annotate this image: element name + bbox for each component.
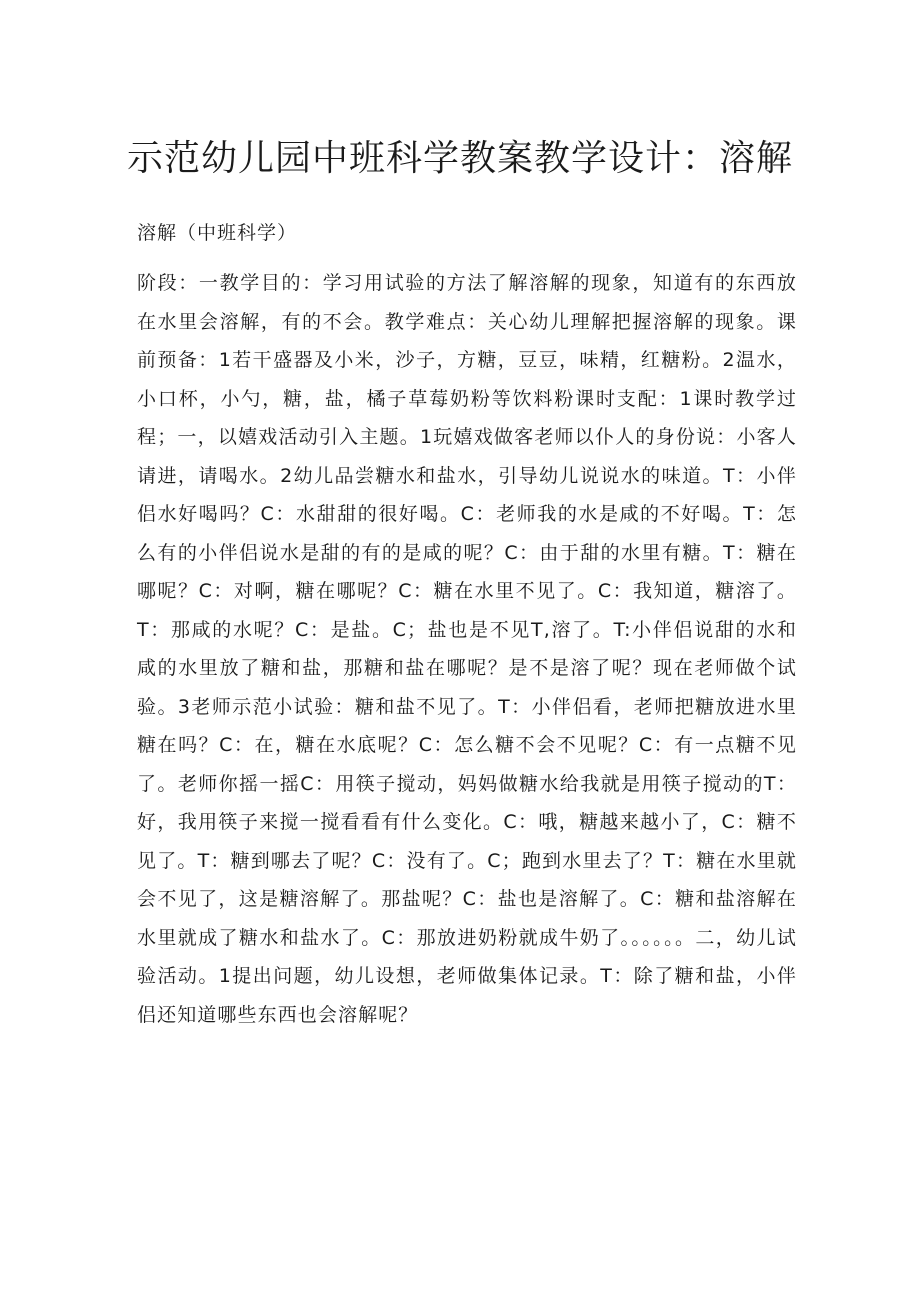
document-title: 示范幼儿园中班科学教案教学设计：溶解 bbox=[126, 138, 793, 179]
document-body: 阶段：一教学目的：学习用试验的方法了解溶解的现象，知道有的东西放在水里会溶解，有的不会。教学难点：关心幼儿理解把握溶解的现象。课前预备：1若干盛器及小米，沙子，方糖，豆豆，味精，红糖粉。2温水，小口杯，小勺，糖，盐，橘子草莓奶粉等饮料粉课时支配：1课时教学过程；一，以嬉戏活动引入主题。1玩嬉戏做客老师以仆人的身份说：小客人请进，请喝水。2幼儿品尝糖水和盐水，引导幼儿说说水的味道。T：小伴侣水好喝吗？C：水甜甜的很好喝。C：老师我的水是咸的不好喝。T：怎么有的小伴侣说水是甜的有的是咸的呢？C：由于甜的水里有糖。T：糖在哪呢？C：对啊，糖在哪呢？C：糖在水里不见了。C：我知道，糖溶了。T：那咸的水呢？C：是盐。C；盐也是不见T,溶了。T:小伴侣说甜的水和咸的水里放了糖和盐，那糖和盐在哪呢？是不是溶了呢？现在老师做个试验。3老师示范小试验：糖和盐不见了。T：小伴侣看，老师把糖放进水里糖在吗？C：在，糖在水底呢？C：怎么糖不会不见呢？C：有一点糖不见了。老师你摇一摇C：用筷子搅动，妈妈做糖水给我就是用筷子搅动的T：好，我用筷子来搅一搅看看有什么变化。C：哦，糖越来越小了，C：糖不见了。T：糖到哪去了呢？C：没有了。C；跑到水里去了？T：糖在水里就会不见了，这是糖溶解了。那盐呢？C：盐也是溶解了。C：糖和盐溶解在水里就成了糖水和盐水了。C：那放进奶粉就成牛奶了。。。。。。二，幼儿试验活动。1提出问题，幼儿设想，老师做集体记录。T：除了糖和盐，小伴侣还知道哪些东西也会溶解呢？ bbox=[137, 272, 797, 1026]
document-subtitle: 溶解（中班科学） bbox=[137, 222, 298, 244]
